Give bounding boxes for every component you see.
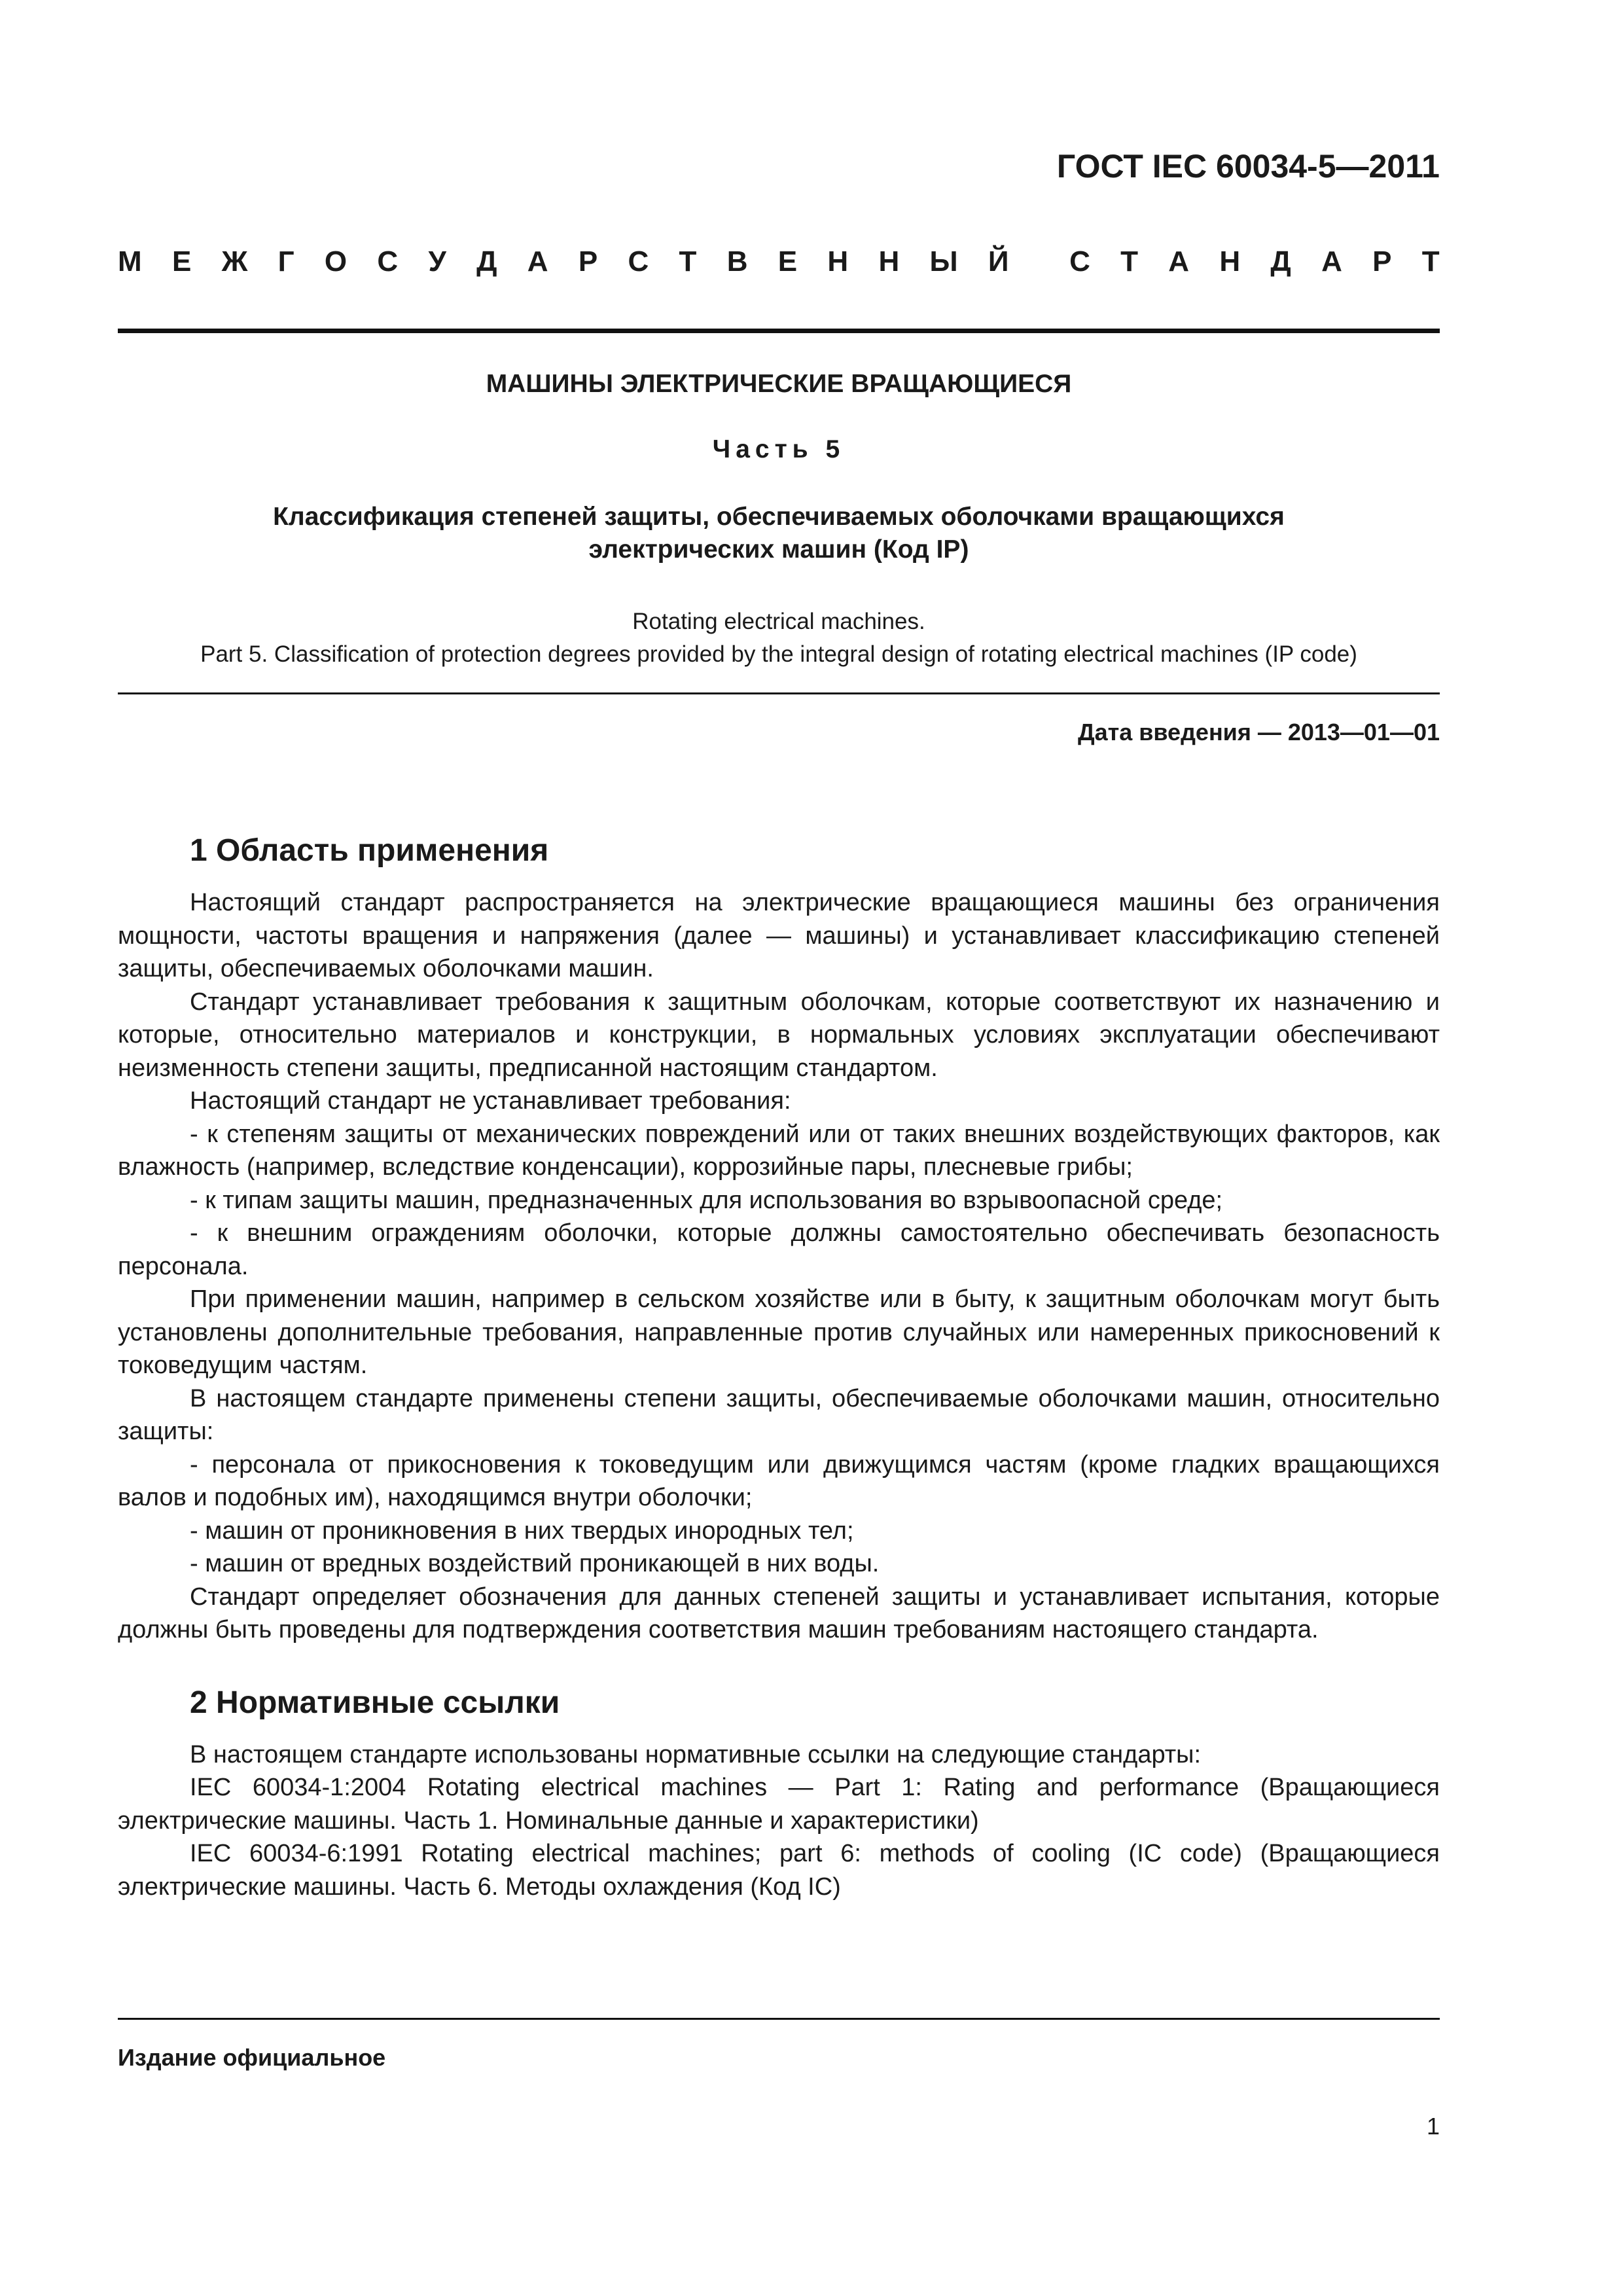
letter: Е [777, 245, 798, 278]
letter: Р [578, 245, 598, 278]
letter: Т [1421, 245, 1440, 278]
paragraph: Настоящий стандарт распространяется на электрические вращающиеся машины без ограничения мощности, частоты вращения и напряжения (далее — машины) и устанавливает классификацию степеней защиты, обеспечиваемых оболочками машин. [118, 889, 1440, 982]
letter: Ж [221, 245, 248, 278]
interstate-standard-heading [118, 245, 1440, 278]
paragraph: Стандарт устанавливает требования к защитным оболочкам, которые соответствуют их назначению и которые, относительно материалов и конструкции, в нормальных условиях эксплуатации обеспечивают неизменность степени защиты, предписанной настоящим стандартом. [118, 988, 1440, 1082]
paragraph: Стандарт определяет обозначения для данных степеней защиты и устанавливает испытания, которые должны быть проведены для подтверждения соответствия машин требованиям настоящего стандарта. [118, 1583, 1440, 1643]
list-item: - к внешним ограждениям оболочки, которые должны самостоятельно обеспечивать безопасность персонала. [118, 1219, 1440, 1280]
introduction-date: Дата введения — 2013—01—01 [1077, 719, 1440, 745]
english-title-line: Rotating electrical machines. [632, 609, 925, 634]
letter: Ы [929, 245, 958, 278]
letter: С [628, 245, 649, 278]
edition-label: Издание официальное [118, 2044, 386, 2071]
english-title-line: Part 5. Classification of protection degrees provided by the integral design of rotating electrical machines (IP code) [200, 641, 1357, 667]
footer-divider [118, 2018, 1440, 2020]
english-title [118, 605, 1440, 671]
section-heading: 1 Область применения [190, 833, 549, 868]
header-divider [118, 329, 1440, 333]
letter: Д [476, 245, 497, 278]
letter: М [118, 245, 142, 278]
letter: Й [988, 245, 1009, 278]
document-subtitle [118, 501, 1440, 566]
letter: В [726, 245, 748, 278]
title-divider [118, 692, 1440, 694]
section-heading: 2 Нормативные ссылки [190, 1685, 560, 1720]
letter: А [1321, 245, 1342, 278]
letter: С [1069, 245, 1090, 278]
letter: А [527, 245, 548, 278]
document-title: МАШИНЫ ЭЛЕКТРИЧЕСКИЕ ВРАЩАЮЩИЕСЯ [486, 370, 1072, 398]
letter: Д [1270, 245, 1291, 278]
letter: Г [277, 245, 294, 278]
subtitle-line: Классификация степеней защиты, обеспечиваемых оболочками вращающихся [273, 503, 1285, 531]
list-item: - машин от проникновения в них твердых инородных тел; [190, 1516, 854, 1545]
paragraph: При применении машин, например в сельском хозяйстве или в быту, к защитным оболочкам могут быть установлены дополнительные требования, направленные против случайных или намеренных прикосновений к токоведущим частям. [118, 1285, 1440, 1379]
letter: Т [679, 245, 697, 278]
part-label: Часть 5 [712, 435, 846, 463]
letter: Н [878, 245, 900, 278]
reference-item: IEC 60034-6:1991 Rotating electrical machines; part 6: methods of cooling (IC code) (Вращающиеся электрические машины. Часть 6. Методы охлаждения (Код IC) [118, 1840, 1440, 1901]
letter: А [1168, 245, 1190, 278]
letter: Н [1219, 245, 1241, 278]
page-number: 1 [1426, 2113, 1440, 2140]
subtitle-line: электрических машин (Код IP) [588, 535, 969, 564]
letter: Н [827, 245, 849, 278]
letter: Т [1120, 245, 1139, 278]
list-item: - персонала от прикосновения к токоведущим или движущимся частям (кроме гладких вращающихся валов и подобных им), находящимся внутри оболочки; [118, 1450, 1440, 1511]
letter: Р [1372, 245, 1392, 278]
letter: С [377, 245, 399, 278]
section-gap [118, 1647, 1440, 1683]
standard-number: ГОСТ IEC 60034-5—2011 [1056, 148, 1440, 185]
document-page [118, 0, 1440, 2296]
list-item: - к степеням защиты от механических повреждений или от таких внешних воздействующих факторов, как влажность (например, вследствие конденсации), коррозийные пары, плесневые грибы; [118, 1120, 1440, 1181]
letter: О [324, 245, 348, 278]
letter: У [428, 245, 446, 278]
paragraph: Настоящий стандарт не устанавливает требования: [190, 1087, 791, 1115]
paragraph: В настоящем стандарте использованы нормативные ссылки на следующие стандарты: [190, 1740, 1202, 1768]
list-item: - машин от вредных воздействий проникающей в них воды. [190, 1550, 880, 1577]
letter: Е [171, 245, 192, 278]
paragraph: В настоящем стандарте применены степени защиты, обеспечиваемые оболочками машин, относительно защиты: [118, 1384, 1440, 1445]
reference-item: IEC 60034-1:2004 Rotating electrical machines — Part 1: Rating and performance (Вращающиеся электрические машины. Часть 1. Номинальные данные и характеристики) [118, 1774, 1440, 1835]
document-body [118, 831, 1440, 1903]
list-item: - к типам защиты машин, предназначенных для использования во взрывоопасной среде; [190, 1186, 1223, 1214]
